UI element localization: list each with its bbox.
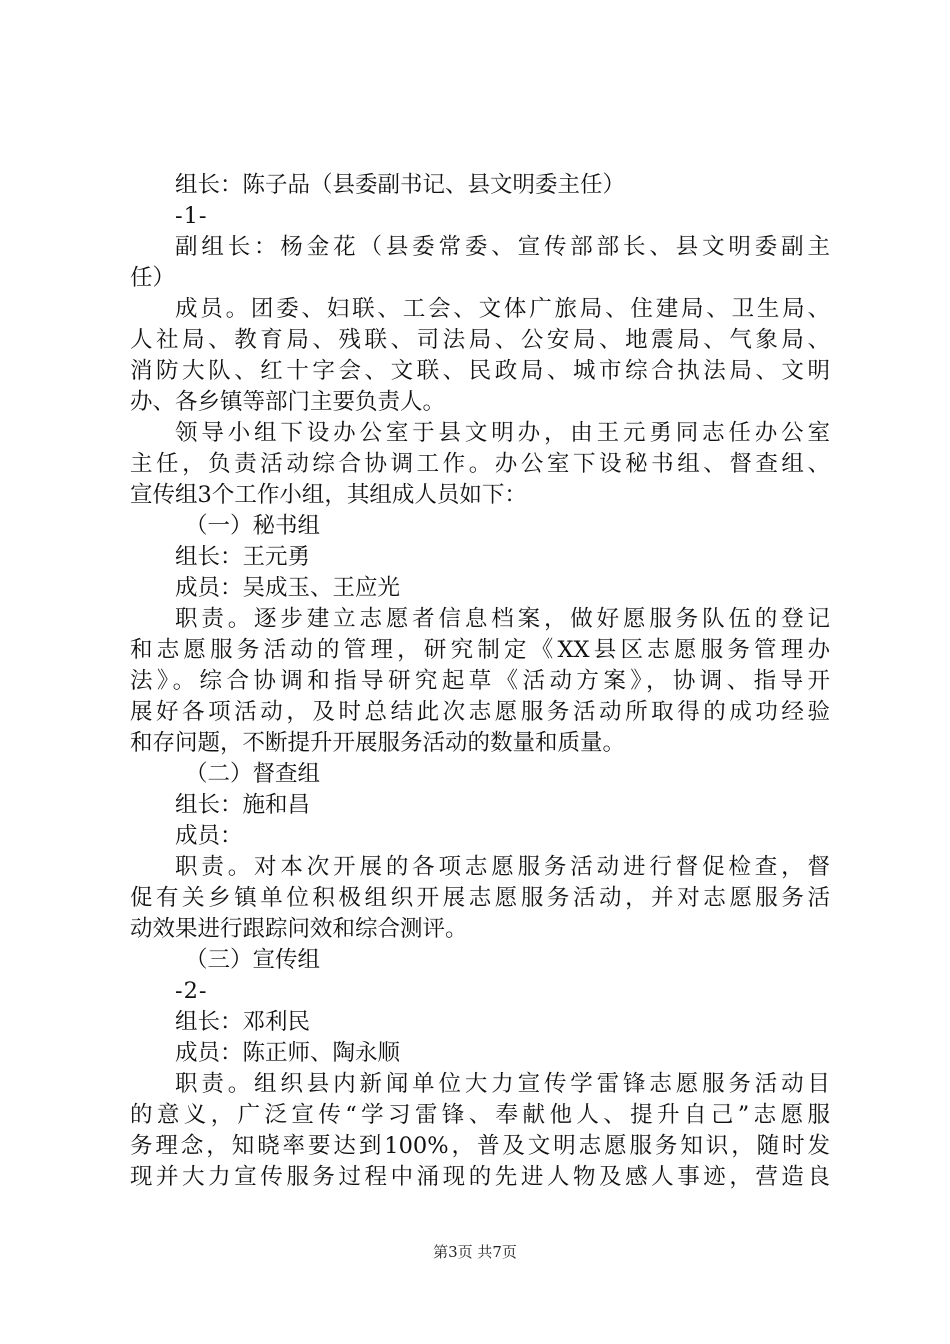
text-line: 成员。团委、妇联、工会、文体广旅局、住建局、卫生局、 <box>175 296 830 322</box>
text-line: 成员：陈正师、陶永顺 <box>175 1040 401 1066</box>
text-line: 宣传组3个工作小组，其组成人员如下： <box>130 482 527 508</box>
text-line: 促有关乡镇单位积极组织开展志愿服务活动，并对志愿服务活 <box>130 885 830 911</box>
text-line: 和存问题，不断提升开展服务活动的数量和质量。 <box>130 730 626 756</box>
text-line: 和志愿服务活动的管理，研究制定《XX县区志愿服务管理办 <box>130 637 830 663</box>
text-line: 成员：吴成玉、王应光 <box>175 575 401 601</box>
text-line: 展好各项活动，及时总结此次志愿服务活动所取得的成功经验 <box>130 699 830 725</box>
section-heading: （一）秘书组 <box>185 513 321 539</box>
text-line: 成员： <box>175 823 243 849</box>
text-line: 动效果进行跟踪问效和综合测评。 <box>130 916 468 942</box>
text-line: 副组长：杨金花（县委常委、宣传部部长、县文明委副主 <box>175 234 830 260</box>
text-line: 任） <box>130 265 176 291</box>
text-line: 务理念，知晓率要达到100%，普及文明志愿服务知识，随时发 <box>130 1133 830 1159</box>
text-line: 消防大队、红十字会、文联、民政局、城市综合执法局、文明 <box>130 358 830 384</box>
text-line: 组长：邓利民 <box>175 1009 311 1035</box>
text-line: 组长：施和昌 <box>175 792 311 818</box>
document-body <box>130 170 830 1193</box>
text-line: 办、各乡镇等部门主要负责人。 <box>130 389 446 415</box>
text-line: 的意义，广泛宣传“学习雷锋、奉献他人、提升自己”志愿服 <box>130 1102 830 1128</box>
page-footer: 第3页 共7页 <box>433 1243 517 1261</box>
text-line: 现并大力宣传服务过程中涌现的先进人物及感人事迹，营造良 <box>130 1164 830 1190</box>
section-heading: （二）督查组 <box>185 761 321 787</box>
section-heading: （三）宣传组 <box>185 947 321 973</box>
text-line: 组长：陈子品（县委副书记、县文明委主任） <box>175 172 626 198</box>
text-line: 领导小组下设办公室于县文明办，由王元勇同志任办公室 <box>175 420 830 446</box>
text-line: 组长：王元勇 <box>175 544 311 570</box>
text-line: 法》。综合协调和指导研究起草《活动方案》，协调、指导开 <box>130 668 830 694</box>
page-marker: -2- <box>175 978 208 1004</box>
text-line: 人社局、教育局、残联、司法局、公安局、地震局、气象局、 <box>130 327 830 353</box>
text-line: 职责。对本次开展的各项志愿服务活动进行督促检查，督 <box>175 854 830 880</box>
text-line: 职责。逐步建立志愿者信息档案，做好愿服务队伍的登记 <box>175 606 830 632</box>
text-line: 主任，负责活动综合协调工作。办公室下设秘书组、督查组、 <box>130 451 830 477</box>
page-marker: -1- <box>175 203 208 229</box>
text-line: 职责。组织县内新闻单位大力宣传学雷锋志愿服务活动目 <box>175 1071 830 1097</box>
